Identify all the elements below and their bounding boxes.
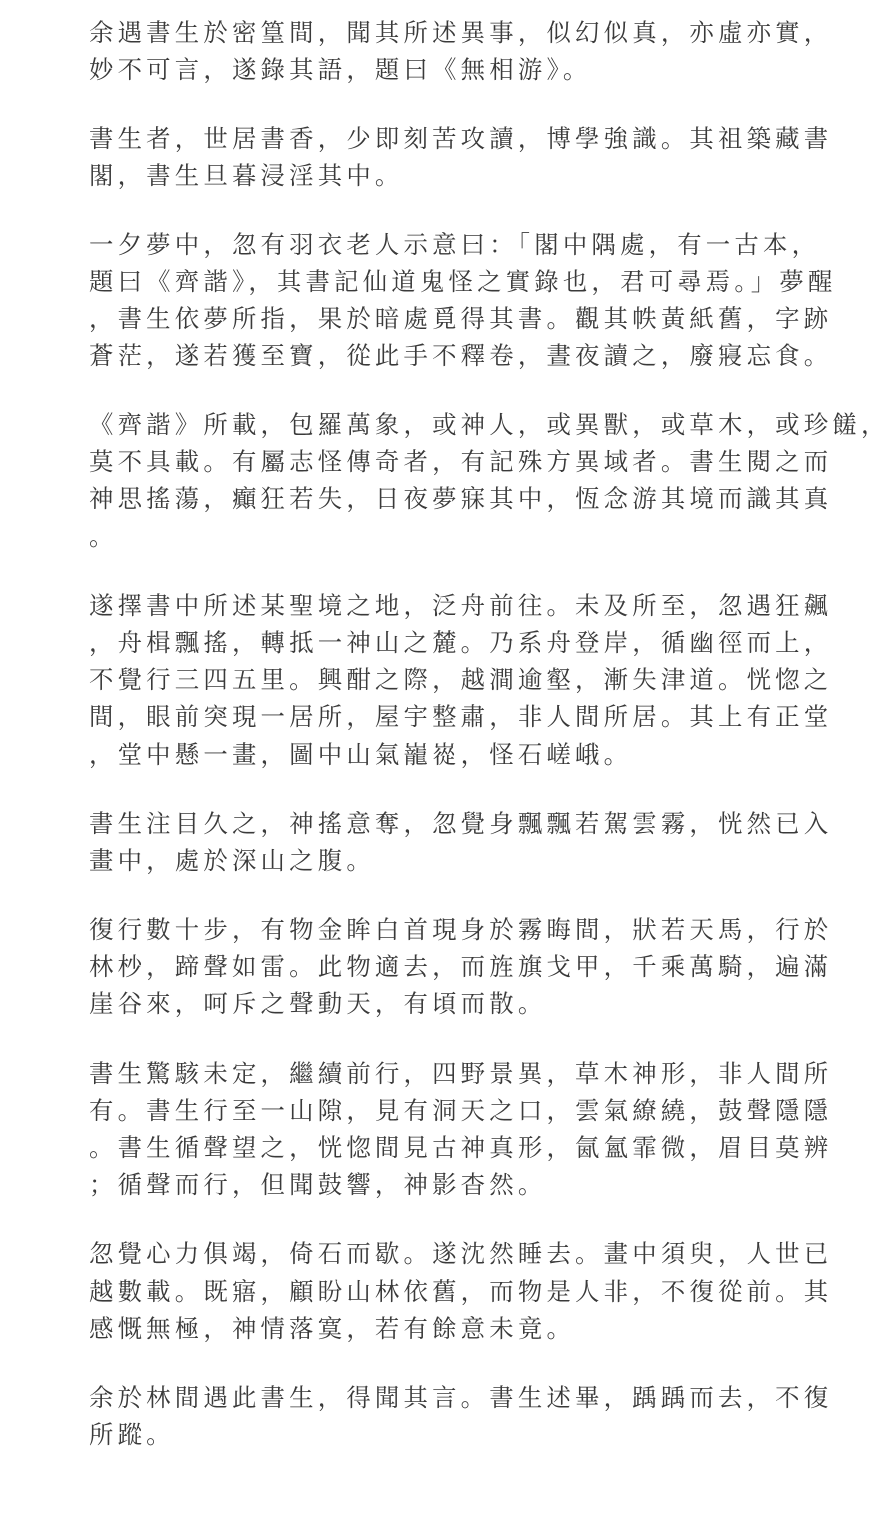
text-line: 忽覺心力俱竭，倚石而歇。遂沈然睡去。畫中須臾，人世已 — [89, 1239, 833, 1269]
text-line: 間，眼前突現一居所，屋宇整肅，非人間所居。其上有正堂 — [89, 702, 833, 732]
text-line: 林杪，蹄聲如雷。此物適去，而旌旗戈甲，千乘萬騎，遍滿 — [89, 952, 833, 982]
text-line: 感慨無極，神情落寞，若有餘意未竟。 — [89, 1313, 576, 1343]
text-line: 越數載。既寤，顧盼山林依舊，而物是人非，不復從前。其 — [89, 1276, 833, 1306]
text-line: 畫中，處於深山之腹。 — [89, 845, 375, 875]
text-line: 神思搖蕩，癲狂若失，日夜夢寐其中，恆念游其境而識其真 — [89, 484, 833, 514]
paragraph-4 — [0, 406, 890, 555]
text-line: 復行數十步，有物金眸白首現身於霧晦間，狀若天馬，行於 — [89, 915, 833, 945]
text-line: 余遇書生於密篁間，聞其所述異事，似幻似真，亦虛亦實， — [89, 18, 833, 47]
paragraph-9 — [0, 1235, 837, 1347]
text-line: ，舟楫飄搖，轉抵一神山之麓。乃系舟登岸，循幽徑而上， — [89, 627, 833, 657]
text-line: 《齊諧》所載，包羅萬象，或神人，或異獸，或草木，或珍饈， — [89, 410, 890, 439]
text-line: ；循聲而行，但聞鼓響，神影杳然。 — [89, 1170, 547, 1200]
text-line: 不覺行三四五里。興酣之際，越澗逾壑，漸失津道。恍惚之 — [89, 665, 833, 695]
text-line: 書生驚駭未定，繼續前行，四野景異，草木神形，非人間所 — [89, 1058, 833, 1088]
paragraph-3 — [0, 226, 837, 374]
text-line: 崖谷來，呵斥之聲動天，有頃而散。 — [89, 989, 547, 1019]
text-line: ，書生依夢所指，果於暗處覓得其書。觀其帙黃紙舊，字跡 — [89, 304, 833, 333]
text-line: 閣，書生旦暮浸淫其中。 — [89, 161, 404, 190]
text-line: 題曰《齊諧》，其書記仙道鬼怪之實錄也，君可尋焉。」夢醒 — [89, 267, 837, 296]
text-line: ，堂中懸一畫，圖中山氣巃嵸，怪石嵯峨。 — [89, 739, 633, 769]
text-line: 有。書生行至一山隙，見有洞天之口，雲氣繚繞，鼓聲隱隱 — [89, 1095, 833, 1125]
paragraph-5 — [0, 587, 837, 773]
text-line: 書生者，世居書香，少即刻苦攻讀，博學強識。其祖築藏書 — [89, 124, 833, 153]
text-line: 一夕夢中，忽有羽衣老人示意曰：「閣中隅處，有一古本， — [89, 230, 821, 259]
text-line: 余於林間遇此書生，得聞其言。書生述畢，踽踽而去，不復 — [89, 1382, 833, 1412]
paragraph-7 — [0, 911, 837, 1023]
text-line: 書生注目久之，神搖意奪，忽覺身飄飄若駕雲霧，恍然已入 — [89, 808, 833, 838]
text-line: 蒼茫，遂若獲至寶，從此手不釋卷，晝夜讀之，廢寢忘食。 — [89, 341, 833, 370]
paragraph-10 — [0, 1379, 837, 1453]
text-line: 莫不具載。有屬志怪傳奇者，有記殊方異域者。書生閱之而 — [89, 447, 833, 477]
paragraph-1 — [0, 14, 837, 88]
text-line: 。書生循聲望之，恍惚間見古神真形，氤氳霏微，眉目莫辨 — [89, 1133, 833, 1162]
paragraph-2 — [0, 120, 837, 194]
text-line: 。 — [89, 521, 118, 551]
paragraph-8 — [0, 1055, 837, 1204]
text-line: 所蹤。 — [89, 1420, 175, 1450]
text-line: 妙不可言，遂錄其語，題曰《無相游》。 — [89, 55, 592, 84]
text-line: 遂擇書中所述某聖境之地，泛舟前往。未及所至，忽遇狂飆 — [89, 590, 833, 620]
paragraph-6 — [0, 805, 837, 879]
